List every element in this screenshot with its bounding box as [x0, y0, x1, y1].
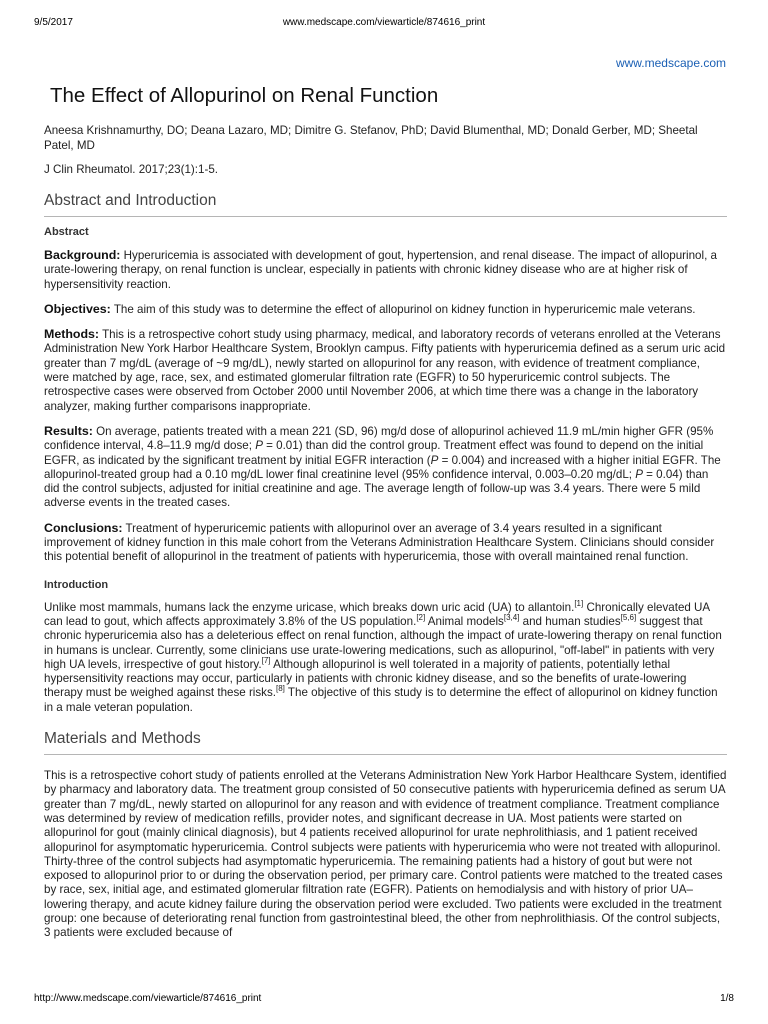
reference-link[interactable]: [3,4] — [503, 613, 520, 623]
methods-label: Methods: — [44, 327, 100, 342]
intro-text: suggest that chronic hyperuricemia also has a deleterious effect on renal function, although the impact of urate-lowering therapy on renal function in humans is unclear. Currently, some clinicians use urate-lowering medications, such as allopurinol, "off-label" in patients with very high UA levels, irrespective of gout history. — [44, 614, 722, 671]
article-authors: Aneesa Krishnamurthy, DO; Deana Lazaro, MD; Dimitre G. Stefanov, PhD; David Blumenthal, MD; Donald Gerber, MD; Sheetal Patel, MD — [44, 124, 698, 152]
print-url: www.medscape.com/viewarticle/874616_print — [282, 17, 486, 28]
intro-text: and human studies — [519, 614, 621, 628]
subheading-introduction: Introduction — [44, 578, 109, 591]
results-text-4: = 0.04) than did the control subjects, adjusted for initial creatinine and age. The average length of follow-up was 3.4 years. There were 5 mild adverse events in the treated cases. — [44, 467, 709, 510]
methods-text: This is a retrospective cohort study using pharmacy, medical, and laboratory records of veterans enrolled at the Veterans Administration New York Harbor Healthcare System, Brooklyn campus. Fifty patients with hyperuricemia defined as a serum uric acid greater than 7 mg/dL (average of ~9 mg/dL), newly started on allopurinol for any reason, with evidence of treatment compliance, were matched by age, race, sex, and estimated glomerular filtration rate (EGFR) to 50 hyperuricemic control subjects. The retrospective cases were observed from October 2000 until November 2006, at which time there was a change in the laboratory analyzer, making further comparisons inappropriate. — [44, 328, 726, 413]
reference-link[interactable]: [8] — [276, 684, 285, 694]
abstract-background — [44, 248, 727, 292]
subheading-abstract: Abstract — [44, 226, 89, 238]
conclusions-label: Conclusions: — [44, 520, 123, 535]
intro-text: Although allopurinol is well tolerated in a majority of patients, potentially lethal hypersensitivity reactions may occur, particularly in patients with chronic kidney disease, and so the benefits of urate-lowering therapy must be weighed against these risks. — [44, 657, 687, 700]
intro-text: Unlike most mammals, humans lack the enzyme uricase, which breaks down uric acid (UA) to allantoin. — [44, 600, 575, 614]
background-label: Background: — [44, 248, 121, 262]
abstract-methods — [44, 327, 727, 414]
intro-text: Chronically elevated UA can lead to gout, which affects approximately 3.8% of the US population. — [44, 600, 710, 628]
intro-text: The objective of this study is to determine the effect of allopurinol on kidney function in a male veteran population. — [44, 686, 718, 714]
intro-text: Animal models — [425, 614, 504, 628]
medscape-site-link[interactable]: www.medscape.com — [615, 56, 726, 70]
print-header — [34, 17, 734, 31]
reference-link[interactable]: [2] — [416, 613, 426, 623]
conclusions-text: Treatment of hyperuricemic patients with allopurinol over an average of 3.4 years resulted in a significant improvement of kidney function in this male cohort from the Veterans Administration Healthcare System. Clinicians should consider this potential benefit of allopurinol in the treatment of patients with hyperuricemia, those with overall maintained renal function. — [44, 521, 715, 564]
results-text-1: On average, patients treated with a mean 221 (SD, 96) mg/d dose of allopurinol achieved 11.9 mL/min higher GFR (95% confidence interval, 4.8–11.9 mg/d dose; — [44, 424, 714, 453]
results-text-3: = 0.004) and increased with a higher initial EGFR. The allopurinol-treated group had a 0.10 mg/dL lower final creatinine level (95% confidence interval, 0.003–0.20 mg/dL; — [44, 453, 721, 481]
reference-link[interactable]: [7] — [261, 655, 271, 665]
section-heading-materials-methods: Materials and Methods — [44, 729, 727, 755]
abstract-conclusions — [44, 521, 727, 565]
print-footer — [34, 993, 734, 1007]
abstract-objectives — [44, 302, 727, 317]
introduction-paragraph — [44, 598, 727, 715]
materials-methods-paragraph: This is a retrospective cohort study of patients enrolled at the Veterans Administration New York Harbor Healthcare System, identified by pharmacy and laboratory data. The treatment group consisted of 50 consecutive patients with hyperuricemia defined as serum UA greater than 7 mg/dL, newly started on allopurinol for any reason and with evidence of treatment compliance. Treatment compliance was determined by review of medication refills, provider notes, and significant decrease in UA. Most patients were started on allopurinol for gout (mainly clinical diagnosis), but 4 patients received allopurinol for urate nephrolithiasis, and 1 patient received allopurinol for asymptomatic hyperuricemia. Control subjects were patients with hyperuricemia who were not treated with allopurinol. Thirty-three of the control subjects had asymptomatic hyperuricemia. The remaining patients had a history of gout but were not exposed to allopurinol prior to or during the observation period, per primary care. Control patients were matched to the treated cases by race, sex, initial age, and estimated glomerular filtration rate (EGFR). Patients on hemodialysis and with history of prior UA–lowering therapy, and acute kidney failure during the observation period were excluded. Two patients were excluded in the treatment group: one because of deteriorating renal function from gastrointestinal bleed, the other from nephrolithiasis. Of the control subjects, 3 patients were excluded because of — [44, 769, 727, 940]
p-value-symbol: P — [430, 453, 439, 467]
print-footer-url: http://www.medscape.com/viewarticle/874616_print — [34, 993, 262, 1004]
print-date: 9/5/2017 — [34, 17, 73, 28]
reference-link[interactable]: [1] — [574, 598, 584, 608]
objectives-text: The aim of this study was to determine the effect of allopurinol on kidney function in hyperuricemic male veterans. — [110, 302, 696, 316]
article-title: The Effect of Allopurinol on Renal Function — [50, 84, 439, 107]
results-label: Results: — [44, 423, 93, 438]
article-citation: J Clin Rheumatol. 2017;23(1):1-5. — [44, 163, 218, 176]
p-value-symbol: P — [635, 467, 643, 481]
results-text-2: = 0.01) than did the control group. Treatment effect was found to depend on the initial EGFR, as indicated by the significant treatment by initial EGFR interaction ( — [44, 439, 704, 467]
page-number: 1/8 — [720, 993, 734, 1004]
section-heading-abstract-intro: Abstract and Introduction — [44, 191, 727, 217]
article — [44, 83, 727, 941]
p-value-symbol: P — [255, 439, 263, 453]
objectives-label: Objectives: — [44, 301, 111, 316]
abstract-results — [44, 424, 727, 511]
reference-link[interactable]: [5,6] — [620, 613, 637, 623]
background-text: Hyperuricemia is associated with development of gout, hypertension, and renal disease. The impact of allopurinol, a urate-lowering therapy, on renal function is unclear, especially in patients with chronic kidney disease who are at higher risk of hypersensitivity reaction. — [44, 249, 717, 291]
